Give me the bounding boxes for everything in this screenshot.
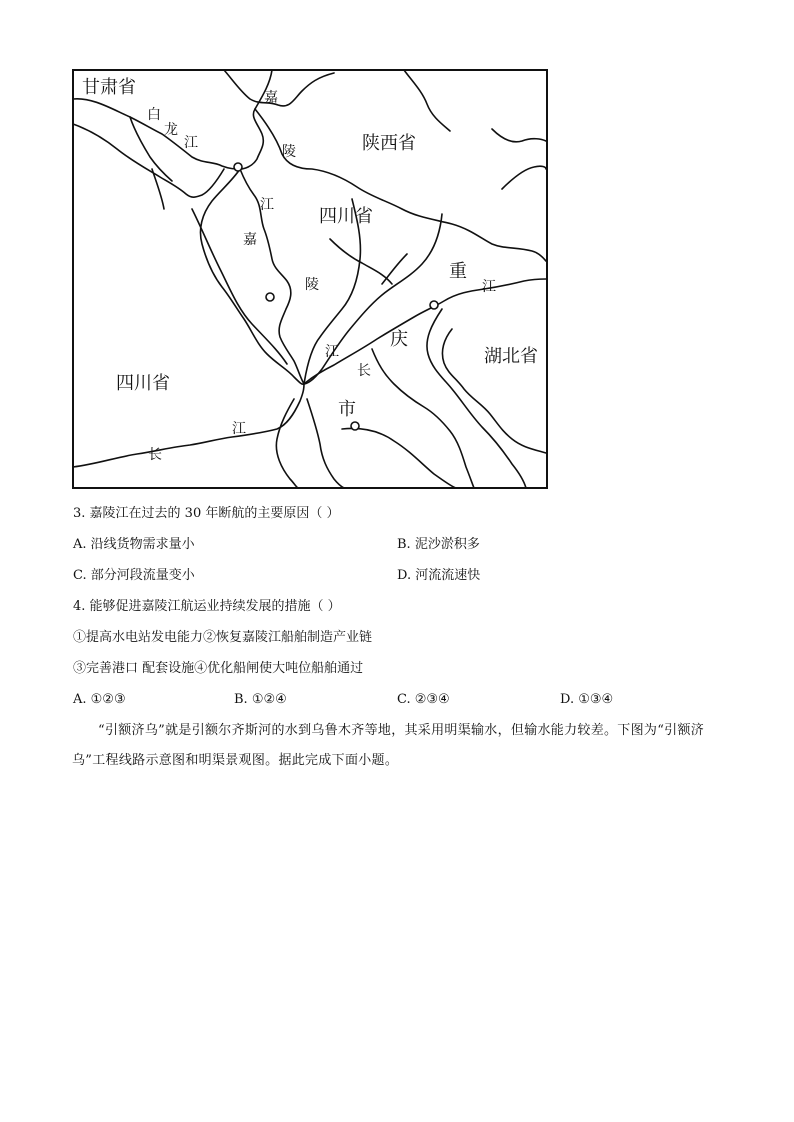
label-jialing-top-1: 嘉 xyxy=(264,90,278,106)
chongqing-city-marker xyxy=(351,422,359,430)
label-changjiang-west-1: 江 xyxy=(232,421,246,437)
label-changjiang-mid: 长 xyxy=(357,363,371,379)
label-bailong-2: 龙 xyxy=(164,122,178,138)
nanchong-marker xyxy=(266,293,274,301)
label-jialing-mid-4: 江 xyxy=(325,344,339,360)
label-changjiang-west-2: 长 xyxy=(148,447,162,463)
guangyuan-marker xyxy=(234,163,242,171)
q3-stem: 3. 嘉陵江在过去的 30 年断航的主要原因（ ） xyxy=(73,506,340,521)
label-jialing-mid-2: 嘉 xyxy=(243,232,257,248)
label-bailong-1: 白 xyxy=(147,107,161,123)
q3-option-c[interactable]: C. 部分河段流量变小 xyxy=(73,568,195,583)
label-jialing-top-2: 陵 xyxy=(282,144,296,160)
label-hubei: 湖北省 xyxy=(484,346,538,367)
label-gansu: 甘肃省 xyxy=(82,77,136,98)
q4-statement-line-1: ①提高水电站发电能力②恢复嘉陵江船舶制造产业链 xyxy=(73,630,373,645)
q4-option-d[interactable]: D. ①③④ xyxy=(560,692,614,707)
jialing-river-map xyxy=(72,69,548,489)
q4-option-b[interactable]: B. ①②④ xyxy=(234,692,287,707)
q4-option-c[interactable]: C. ②③④ xyxy=(397,692,450,707)
q4-option-a[interactable]: A. ①②③ xyxy=(73,692,126,707)
wanzhou-marker xyxy=(430,301,438,309)
q3-option-d[interactable]: D. 河流流速快 xyxy=(397,568,481,583)
label-shaanxi: 陕西省 xyxy=(362,133,416,154)
label-chongqing-3: 市 xyxy=(338,399,356,420)
q3-option-b[interactable]: B. 泥沙淤积多 xyxy=(397,537,480,552)
q4-stem: 4. 能够促进嘉陵江航运业持续发展的措施（ ） xyxy=(73,599,341,614)
q4-statement-line-2: ③完善港口 配套设施④优化船闸使大吨位船舶通过 xyxy=(73,661,364,676)
label-jialing-mid-1: 江 xyxy=(260,197,274,213)
label-bailong-3: 江 xyxy=(184,135,198,151)
label-jialing-mid-3: 陵 xyxy=(305,277,319,293)
label-sichuan-west: 四川省 xyxy=(116,373,170,394)
label-changjiang-east: 江 xyxy=(482,279,496,295)
label-chongqing-1: 重 xyxy=(449,261,467,282)
label-sichuan-north: 四川省 xyxy=(319,206,373,227)
q3-option-a[interactable]: A. 沿线货物需求量小 xyxy=(73,537,195,552)
label-chongqing-2: 庆 xyxy=(390,329,408,350)
intro-paragraph: “引额济乌”就是引额尔齐斯河的水到乌鲁木齐等地，其采用明渠输水，但输水能力较差。下图为“引额济乌”工程线路示意图和明渠景观图。据此完成下面小题。 xyxy=(72,723,705,768)
